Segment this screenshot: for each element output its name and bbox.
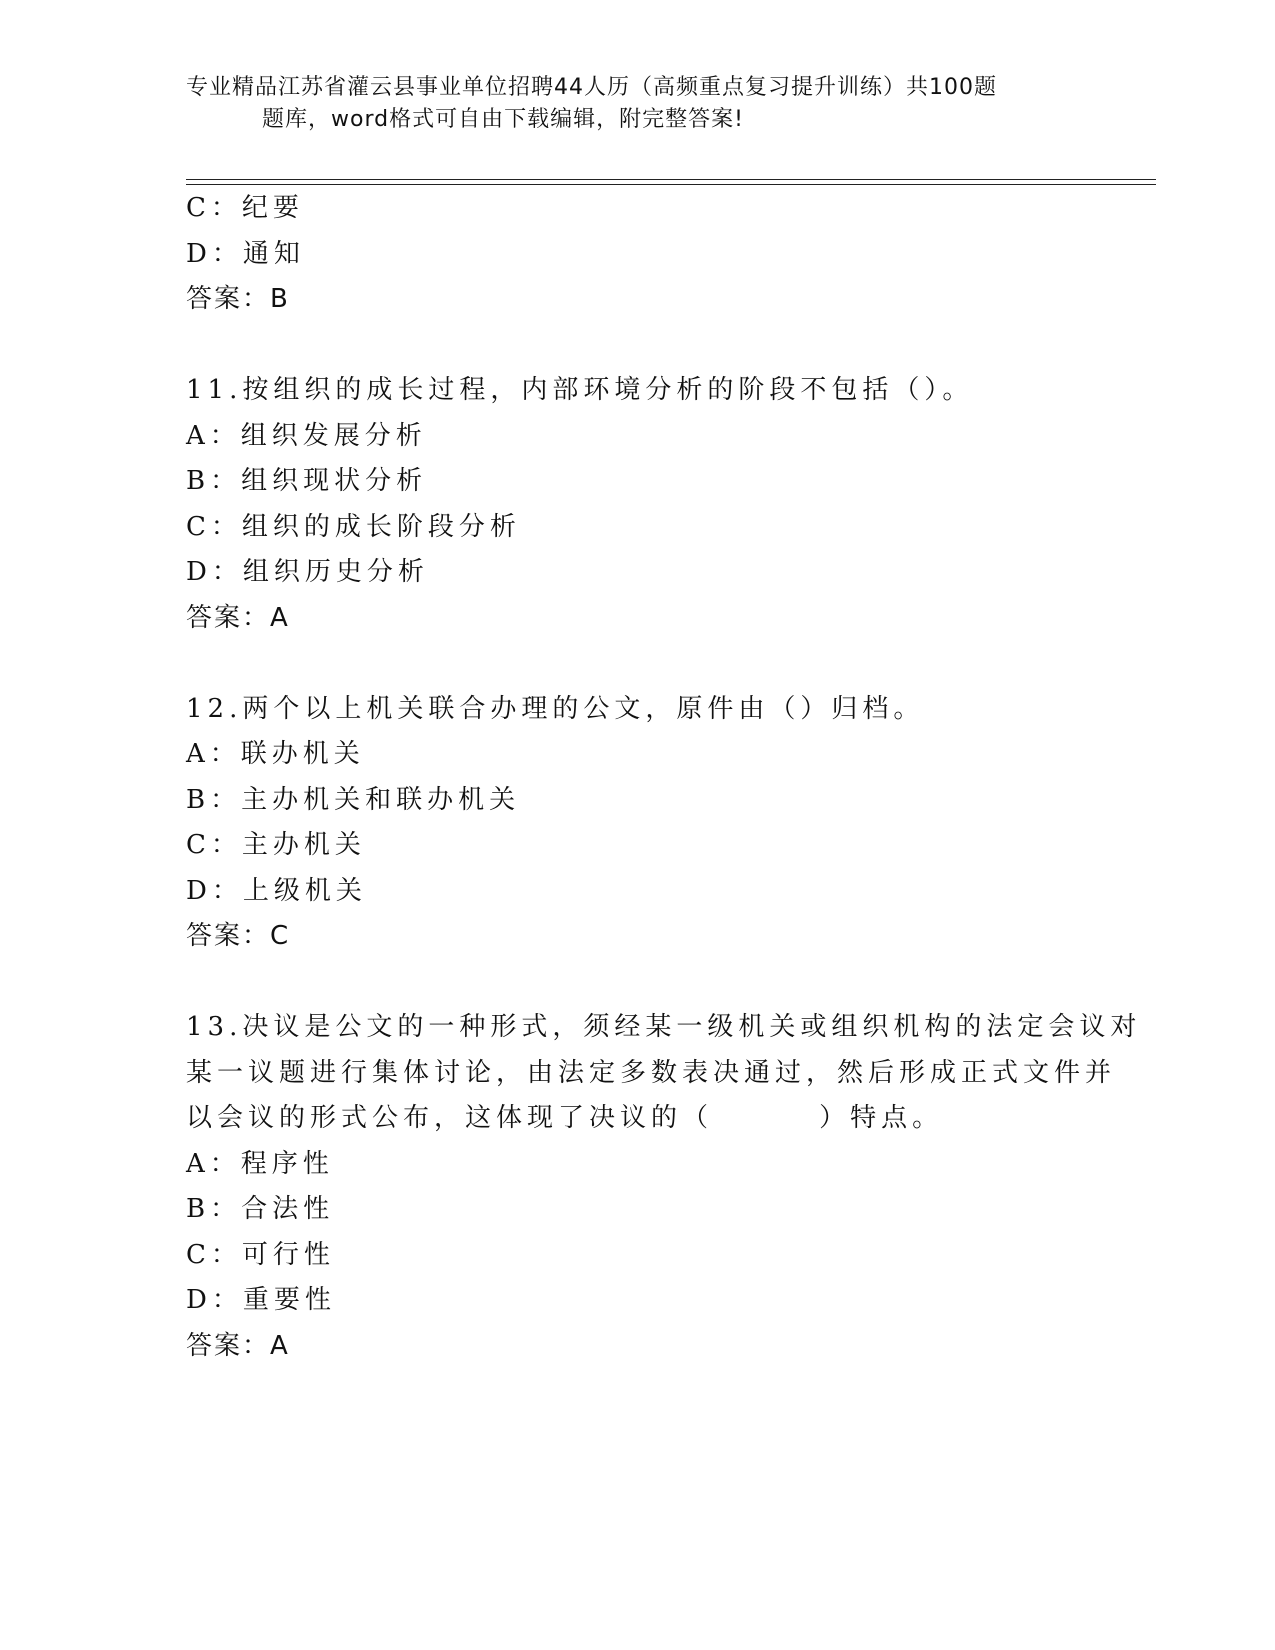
answer-line: 答案：A bbox=[186, 1330, 290, 1361]
spacer bbox=[186, 323, 1086, 369]
option-d: D：上级机关 bbox=[186, 875, 367, 906]
header-title-line2: 题库，word格式可自由下载编辑，附完整答案! bbox=[262, 107, 744, 132]
option-a: A：程序性 bbox=[186, 1148, 334, 1179]
option-d: D：重要性 bbox=[186, 1285, 336, 1315]
option-d: D：组织历史分析 bbox=[186, 557, 429, 587]
option-c: C：纪要 bbox=[186, 193, 304, 223]
option-b: B：主办机关和联办机关 bbox=[186, 784, 521, 815]
option-c: C：主办机关 bbox=[186, 830, 366, 860]
header-rule-bottom bbox=[186, 184, 1156, 185]
option-d: D：通知 bbox=[186, 238, 305, 269]
spacer bbox=[186, 960, 1086, 1006]
option-b: B：组织现状分析 bbox=[186, 466, 428, 496]
question-list bbox=[186, 186, 1142, 1369]
question-11 bbox=[186, 368, 1086, 641]
question-12 bbox=[186, 687, 1086, 960]
page-header bbox=[186, 72, 1086, 136]
option-a: A：联办机关 bbox=[186, 739, 365, 769]
option-b: B：合法性 bbox=[186, 1194, 335, 1224]
answer-line: 答案：A bbox=[186, 602, 290, 633]
carryover-question bbox=[186, 186, 1086, 323]
question-stem-line1: 13.决议是公文的一种形式，须经某一级机关或组织机构的法定会议对 bbox=[186, 1012, 1142, 1042]
answer-line: 答案：B bbox=[186, 284, 290, 314]
option-c: C：可行性 bbox=[186, 1239, 335, 1270]
question-stem: 11.按组织的成长过程，内部环境分析的阶段不包括（）。 bbox=[186, 375, 974, 405]
header-rule-top bbox=[186, 179, 1156, 180]
answer-line: 答案：C bbox=[186, 921, 291, 951]
question-13 bbox=[186, 1005, 1142, 1369]
option-c: C：组织的成长阶段分析 bbox=[186, 511, 521, 542]
question-stem-line3: 以会议的形式公布，这体现了决议的（ ）特点。 bbox=[186, 1103, 944, 1133]
question-stem: 12.两个以上机关联合办理的公文，原件由（）归档。 bbox=[186, 693, 925, 724]
option-a: A：组织发展分析 bbox=[186, 420, 427, 451]
question-stem-line2: 某一议题进行集体讨论，由法定多数表决通过，然后形成正式文件并 bbox=[186, 1057, 1117, 1088]
header-title-line1: 专业精品江苏省灌云县事业单位招聘44人历（高频重点复习提升训练）共100题 bbox=[186, 75, 997, 100]
spacer bbox=[186, 641, 1086, 687]
